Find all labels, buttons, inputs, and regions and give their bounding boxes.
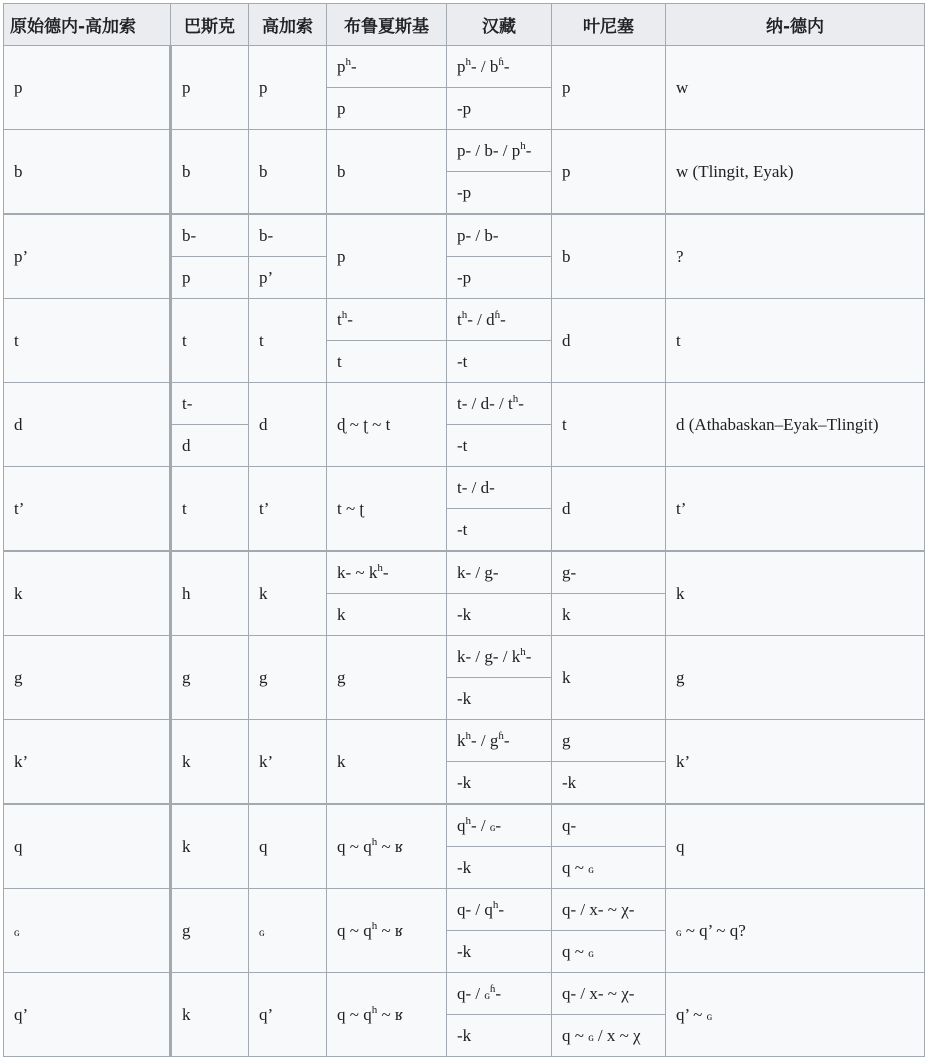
cell-caucasian: t [249, 299, 327, 383]
cell-sino-tibetan-final: -p [447, 88, 552, 130]
cell-na-dene: q’ ~ ɢ [666, 973, 925, 1057]
cell-yeniseian: p [552, 46, 666, 130]
cell-na-dene: k [666, 551, 925, 636]
cell-sino-tibetan-initial: $p- / b- / p^h-$ [447, 130, 552, 172]
cell-yeniseian: p [552, 130, 666, 215]
cell-na-dene: q [666, 804, 925, 889]
cell-sino-tibetan-initial: $k- / g- / k^h-$ [447, 636, 552, 678]
cell-proto: ɢ [4, 889, 171, 973]
sound-correspondence-table [3, 3, 925, 1057]
cell-sino-tibetan-final: -k [447, 762, 552, 805]
cell-yeniseian-final: q ~ ɢ [552, 847, 666, 889]
cell-proto: t [4, 299, 171, 383]
cell-sino-tibetan-initial: $k^h- / g^ɦ-$ [447, 720, 552, 762]
table-row [4, 383, 925, 425]
cell-burushaski-initial: $t^h-$ [327, 299, 447, 341]
table-row [4, 636, 925, 678]
cell-na-dene: g [666, 636, 925, 720]
cell-yeniseian-final: k [552, 594, 666, 636]
cell-burushaski: ɖ ~ ʈ ~ t [327, 383, 447, 467]
cell-sino-tibetan-initial: $p^h- / b^ɦ-$ [447, 46, 552, 88]
cell-burushaski: g [327, 636, 447, 720]
cell-sino-tibetan-final: -t [447, 425, 552, 467]
cell-na-dene: ? [666, 214, 925, 299]
header-basque: 巴斯克 [171, 4, 249, 46]
table-body [4, 46, 925, 1057]
cell-na-dene: w [666, 46, 925, 130]
cell-sino-tibetan-initial: q- / ɢ$^ɦ$- [447, 973, 552, 1015]
cell-caucasian: q [249, 804, 327, 889]
cell-burushaski: p [327, 214, 447, 299]
cell-sino-tibetan-initial: $t- / d- / t^h-$ [447, 383, 552, 425]
cell-burushaski-final: t [327, 341, 447, 383]
cell-yeniseian: d [552, 299, 666, 383]
cell-proto: p’ [4, 214, 171, 299]
cell-burushaski: q ~ $q^h$ ~ ʁ [327, 889, 447, 973]
table-row [4, 214, 925, 257]
cell-basque: t [171, 467, 249, 552]
table-row [4, 973, 925, 1015]
cell-basque: t [171, 299, 249, 383]
cell-na-dene: t’ [666, 467, 925, 552]
cell-proto: k [4, 551, 171, 636]
cell-proto: q [4, 804, 171, 889]
cell-burushaski-final: k [327, 594, 447, 636]
table-row [4, 720, 925, 762]
cell-burushaski-final: p [327, 88, 447, 130]
header-proto-dene-caucasian: 原始德内-高加索 [4, 4, 171, 46]
cell-sino-tibetan-final: -p [447, 172, 552, 215]
cell-sino-tibetan-final: -k [447, 1015, 552, 1057]
cell-basque: h [171, 551, 249, 636]
cell-sino-tibetan-initial: $t^h- / d^ɦ-$ [447, 299, 552, 341]
cell-caucasian: ɢ [249, 889, 327, 973]
cell-burushaski: q ~ $q^h$ ~ ʁ [327, 804, 447, 889]
cell-proto: g [4, 636, 171, 720]
table-row [4, 467, 925, 509]
cell-basque: k [171, 973, 249, 1057]
cell-yeniseian-initial: g [552, 720, 666, 762]
cell-na-dene: t [666, 299, 925, 383]
table-row [4, 46, 925, 88]
cell-yeniseian-initial: q- / x- ~ χ- [552, 973, 666, 1015]
cell-burushaski-initial: k- ~ $k^h-$ [327, 551, 447, 594]
header-sino-tibetan: 汉藏 [447, 4, 552, 46]
cell-caucasian: k’ [249, 720, 327, 805]
cell-basque: b [171, 130, 249, 215]
cell-caucasian: b [249, 130, 327, 215]
cell-sino-tibetan-final: -p [447, 257, 552, 299]
cell-caucasian-initial: b- [249, 214, 327, 257]
cell-basque-final: d [171, 425, 249, 467]
cell-caucasian: d [249, 383, 327, 467]
cell-burushaski-initial: $p^h-$ [327, 46, 447, 88]
cell-basque: p [171, 46, 249, 130]
cell-burushaski: q ~ $q^h$ ~ ʁ [327, 973, 447, 1057]
cell-yeniseian-final: -k [552, 762, 666, 805]
table-row [4, 551, 925, 594]
header-na-dene: 纳-德内 [666, 4, 925, 46]
table-row [4, 804, 925, 847]
header-burushaski: 布鲁夏斯基 [327, 4, 447, 46]
cell-yeniseian-initial: q- [552, 804, 666, 847]
cell-proto: k’ [4, 720, 171, 805]
cell-caucasian: q’ [249, 973, 327, 1057]
cell-yeniseian-initial: g- [552, 551, 666, 594]
cell-caucasian: k [249, 551, 327, 636]
cell-sino-tibetan-final: -t [447, 341, 552, 383]
cell-yeniseian-final: q ~ ɢ [552, 931, 666, 973]
cell-yeniseian: k [552, 636, 666, 720]
cell-sino-tibetan-initial: p- / b- [447, 214, 552, 257]
cell-yeniseian-initial: q- / x- ~ χ- [552, 889, 666, 931]
cell-na-dene: ɢ ~ q’ ~ q? [666, 889, 925, 973]
cell-basque: g [171, 889, 249, 973]
cell-na-dene: w (Tlingit, Eyak) [666, 130, 925, 215]
table-row [4, 299, 925, 341]
cell-sino-tibetan-initial: t- / d- [447, 467, 552, 509]
cell-basque: g [171, 636, 249, 720]
cell-yeniseian: b [552, 214, 666, 299]
cell-sino-tibetan-initial: $q- / q^h-$ [447, 889, 552, 931]
cell-burushaski: b [327, 130, 447, 215]
cell-na-dene: k’ [666, 720, 925, 805]
header-row [4, 4, 925, 46]
cell-caucasian: t’ [249, 467, 327, 552]
cell-basque-final: p [171, 257, 249, 299]
cell-sino-tibetan-initial: $q^h-$ / ɢ- [447, 804, 552, 847]
cell-sino-tibetan-final: -k [447, 594, 552, 636]
cell-basque: k [171, 720, 249, 805]
cell-proto: b [4, 130, 171, 215]
cell-caucasian: p [249, 46, 327, 130]
table-row [4, 889, 925, 931]
cell-yeniseian: d [552, 467, 666, 552]
table-row [4, 130, 925, 172]
cell-na-dene: d (Athabaskan–Eyak–Tlingit) [666, 383, 925, 467]
cell-burushaski: k [327, 720, 447, 805]
cell-sino-tibetan-final: -k [447, 847, 552, 889]
cell-sino-tibetan-final: -t [447, 509, 552, 552]
cell-basque-initial: b- [171, 214, 249, 257]
header-yeniseian: 叶尼塞 [552, 4, 666, 46]
cell-sino-tibetan-final: -k [447, 678, 552, 720]
header-caucasian: 高加索 [249, 4, 327, 46]
cell-proto: p [4, 46, 171, 130]
cell-sino-tibetan-final: -k [447, 931, 552, 973]
cell-burushaski: t ~ ʈ [327, 467, 447, 552]
cell-yeniseian-final: q ~ ɢ / x ~ χ [552, 1015, 666, 1057]
cell-caucasian: g [249, 636, 327, 720]
cell-basque-initial: t- [171, 383, 249, 425]
cell-sino-tibetan-initial: k- / g- [447, 551, 552, 594]
cell-proto: q’ [4, 973, 171, 1057]
cell-caucasian-final: p’ [249, 257, 327, 299]
cell-proto: d [4, 383, 171, 467]
cell-basque: k [171, 804, 249, 889]
cell-proto: t’ [4, 467, 171, 552]
cell-yeniseian: t [552, 383, 666, 467]
